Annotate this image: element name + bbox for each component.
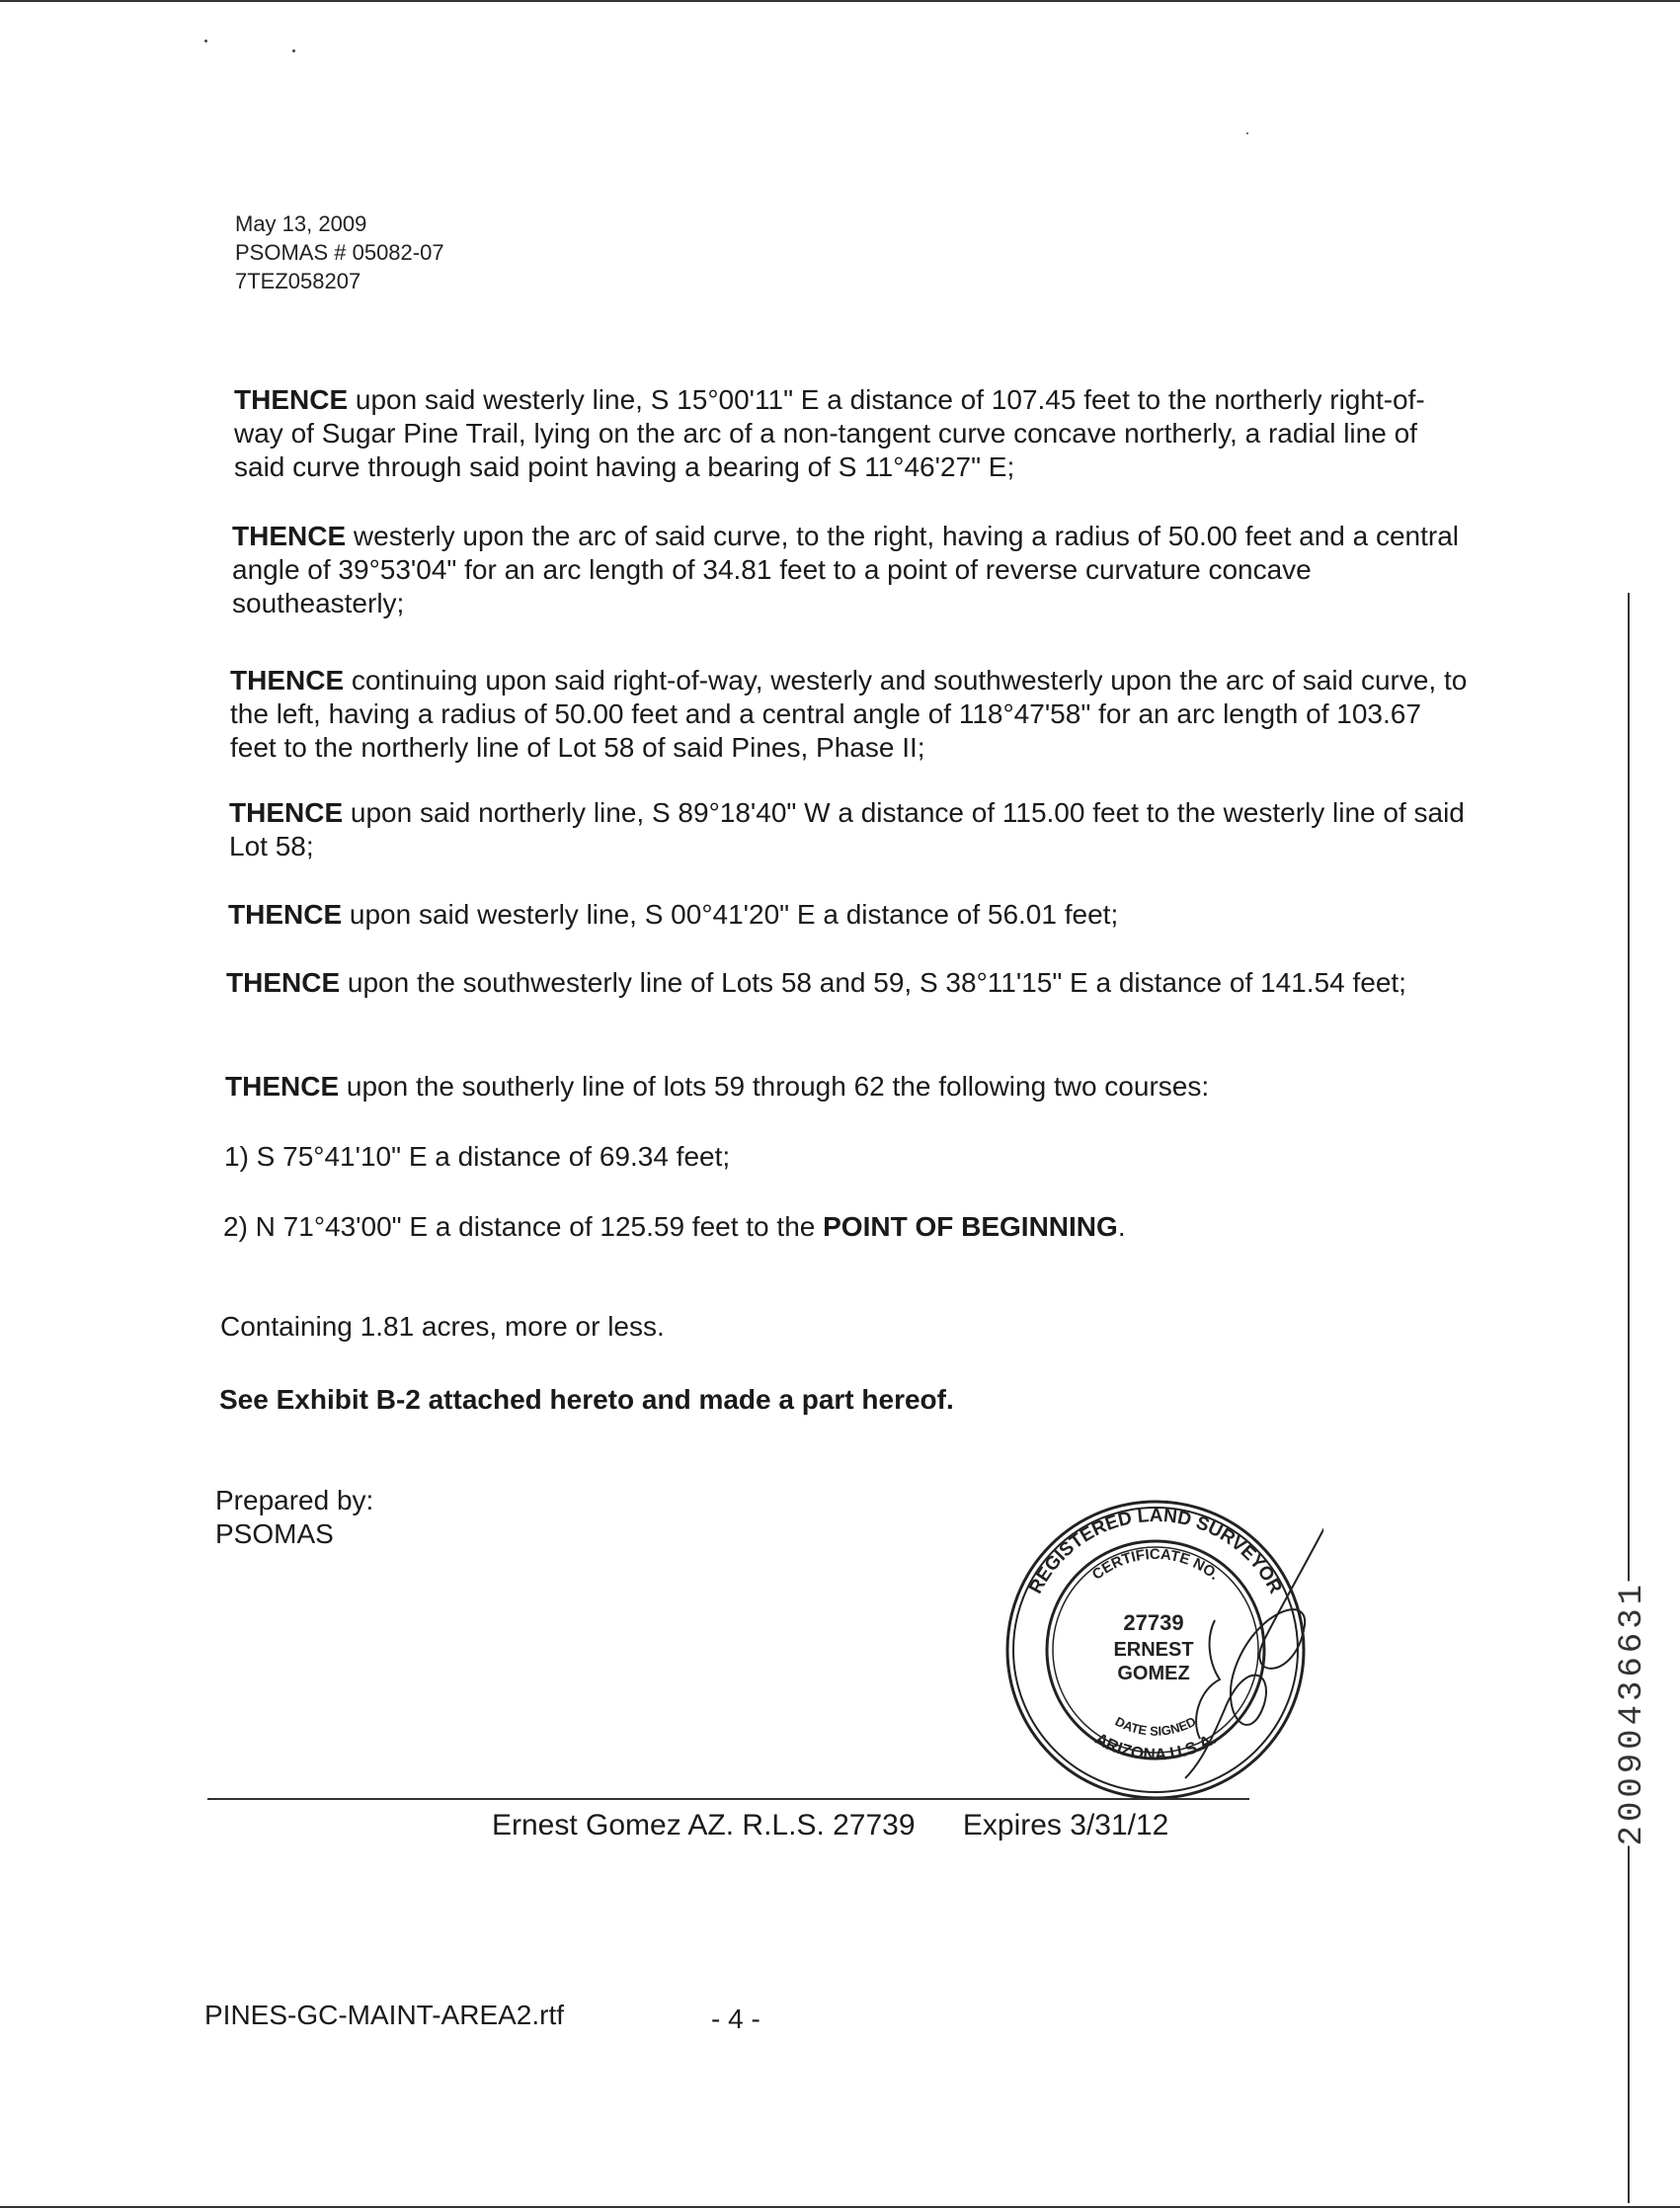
- seal-name-first: ERNEST: [1113, 1639, 1194, 1661]
- paragraph-text: upon the southerly line of lots 59 through 62 the following two courses:: [339, 1071, 1210, 1102]
- paragraph-text: upon said westerly line, S 00°41'20" E a distance of 56.01 feet;: [342, 899, 1119, 930]
- paragraph-text: continuing upon said right-of-way, westerly and southwesterly upon the arc of said curve, to the left, having a radius of 50.00 feet and a central angle of 118°47'58" for an arc length of 103.67 feet to the northerly line of Lot 58 of said Pines, Phase II;: [230, 665, 1468, 763]
- thence-keyword: THENCE: [225, 1071, 340, 1102]
- paragraph-end: .: [1117, 1211, 1126, 1242]
- paragraph-text: upon the southwesterly line of Lots 58 and 59, S 38°11'15" E a distance of 141.54 feet;: [340, 967, 1406, 998]
- thence-keyword: THENCE: [228, 899, 343, 930]
- page-top-border: [0, 0, 1680, 2]
- acreage-statement: Containing 1.81 acres, more or less.: [220, 1311, 665, 1342]
- footer-page-number: - 4 -: [711, 2004, 760, 2034]
- exhibit-reference: See Exhibit B-2 attached hereto and made a part hereof.: [219, 1384, 954, 1415]
- header-date: May 13, 2009: [235, 211, 367, 236]
- paragraph-course-1: [234, 383, 1469, 484]
- paragraph-course-7: [225, 1070, 1470, 1104]
- seal-outer-text: REGISTERED LAND SURVEYOR: [1025, 1505, 1286, 1597]
- scan-speck: [292, 49, 295, 52]
- paragraph-text: westerly upon the arc of said curve, to the right, having a radius of 50.00 feet and a central angle of 39°53'04" for an arc length of 34.81 feet to a point of reverse curvature concave southeasterly;: [232, 521, 1460, 618]
- recording-margin-line: [1628, 593, 1630, 2203]
- signature-line: [207, 1798, 1249, 1800]
- seal-date-signed-text: DATE SIGNED: [1112, 1713, 1199, 1739]
- signer-credentials: [492, 1809, 1168, 1842]
- seal-inner-text: CERTIFICATE NO.: [1088, 1545, 1223, 1584]
- course-item-2: [223, 1210, 1468, 1244]
- seal-name-last: GOMEZ: [1117, 1663, 1190, 1684]
- paragraph-text: upon said westerly line, S 15°00'11" E a distance of 107.45 feet to the northerly right-of-way of Sugar Pine Trail, lying on the arc of a non-tangent curve concave northerly, a radial line of said curve through said point having a bearing of S 11°46'27" E;: [234, 384, 1425, 482]
- scan-speck: [1246, 132, 1248, 134]
- signature-scribble-detail: [1196, 1620, 1220, 1739]
- paragraph-course-4: [229, 796, 1474, 863]
- header-code: 7TEZ058207: [235, 269, 361, 293]
- signer-name: Ernest Gomez AZ. R.L.S. 27739: [492, 1809, 916, 1841]
- paragraph-text: 2) N 71°43'00" E a distance of 125.59 feet to the: [223, 1211, 824, 1242]
- thence-keyword: THENCE: [232, 521, 347, 551]
- prepared-by-block: [215, 1484, 373, 1551]
- paragraph-course-3: [230, 664, 1475, 765]
- paragraph-course-6: [226, 966, 1471, 1000]
- footer-filename: PINES-GC-MAINT-AREA2.rtf: [204, 2000, 565, 2030]
- prepared-by-company: PSOMAS: [215, 1518, 334, 1549]
- page-bottom-border: [0, 2206, 1680, 2208]
- point-of-beginning: POINT OF BEGINNING: [823, 1211, 1118, 1242]
- thence-keyword: THENCE: [234, 384, 349, 415]
- paragraph-course-2: [232, 520, 1477, 620]
- document-header: [235, 209, 444, 295]
- course-item-1: 1) S 75°41'10" E a distance of 69.34 feet;: [224, 1141, 731, 1172]
- paragraph-text: upon said northerly line, S 89°18'40" W a distance of 115.00 feet to the westerly line of said Lot 58;: [229, 797, 1465, 861]
- thence-keyword: THENCE: [226, 967, 341, 998]
- thence-keyword: THENCE: [230, 665, 345, 695]
- header-psomas-number: PSOMAS # 05082-07: [235, 240, 444, 265]
- seal-certificate-number: 27739: [1123, 1610, 1184, 1635]
- seal-state-text: ARIZONA U.S.A.: [1091, 1729, 1220, 1764]
- thence-keyword: THENCE: [229, 797, 344, 828]
- prepared-by-label: Prepared by:: [215, 1485, 374, 1515]
- license-expiration: Expires 3/31/12: [962, 1809, 1169, 1841]
- recording-number: 20090436631: [1614, 1581, 1651, 1846]
- scan-speck: [204, 40, 207, 42]
- surveyor-seal: [988, 1482, 1323, 1818]
- paragraph-course-5: [228, 898, 1473, 932]
